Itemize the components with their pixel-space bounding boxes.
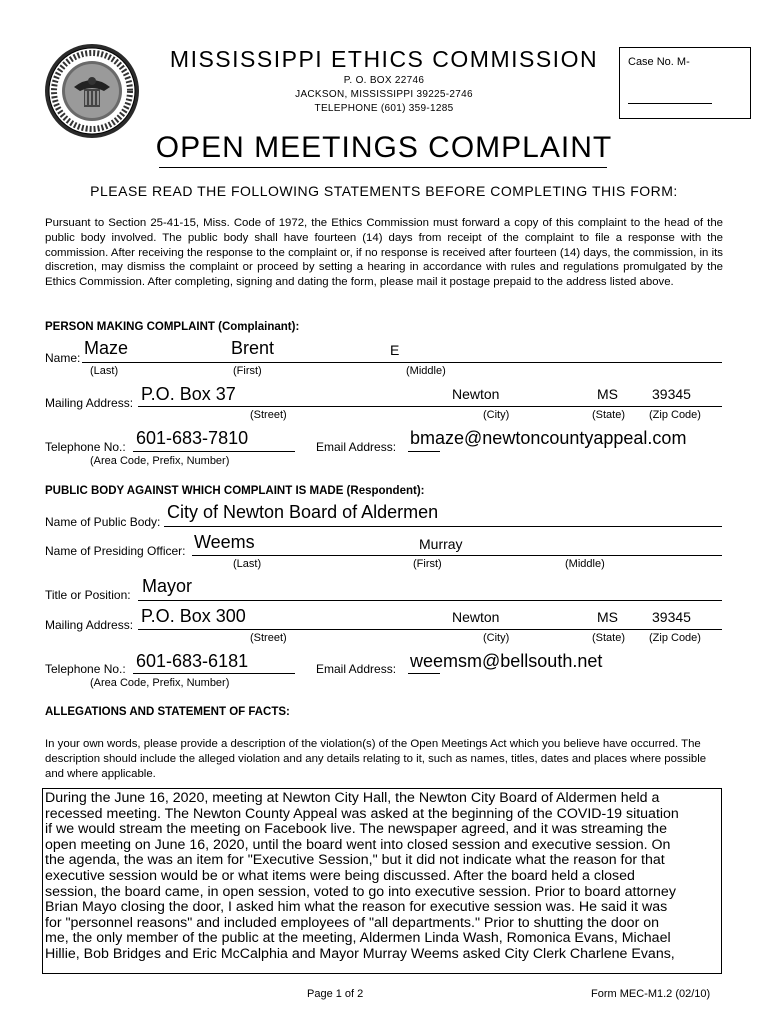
caption-resp-phone: (Area Code, Prefix, Number) — [90, 677, 230, 689]
title-position-line — [138, 600, 722, 601]
complainant-phone-label: Telephone No.: — [45, 440, 126, 454]
complainant-city[interactable]: Newton — [452, 386, 500, 402]
caption-resp-city: (City) — [483, 632, 510, 644]
case-number-label: Case No. M- — [628, 56, 690, 68]
page-number: Page 1 of 2 — [307, 988, 364, 1000]
public-body-line — [164, 526, 722, 527]
commission-address-2: JACKSON, MISSISSIPPI 39225-2746 — [295, 89, 473, 100]
officer-name-line — [192, 555, 722, 556]
caption-city: (City) — [483, 409, 510, 421]
caption-street: (Street) — [250, 409, 287, 421]
instruction-heading: PLEASE READ THE FOLLOWING STATEMENTS BEFORE COMPLETING THIS FORM: — [90, 183, 678, 199]
respondent-street[interactable]: P.O. Box 300 — [141, 606, 246, 626]
caption-resp-street: (Street) — [250, 632, 287, 644]
caption-phone: (Area Code, Prefix, Number) — [90, 455, 230, 467]
officer-last-name[interactable]: Weems — [194, 532, 255, 552]
respondent-email[interactable]: weemsm@bellsouth.net — [410, 651, 603, 671]
respondent-phone[interactable]: 601-683-6181 — [136, 651, 249, 671]
complainant-last-name[interactable]: Maze — [84, 338, 129, 358]
respondent-state[interactable]: MS — [597, 609, 618, 625]
intro-paragraph: Pursuant to Section 25-41-15, Miss. Code of 1972, the Ethics Commission must forward a copy of this complaint to the head of the public body involved. The public body shall have fourteen (14) days from receipt of the complaint to file a response with the commission. After receiving the response to the complaint or, if no response is received after fourteen (14) days, the commission, in its discretion, may dismiss the complaint or proceed by setting a hearing in accordance with rules and regulations promulgated by the Ethics Commission. After completing, signing and dating the form, please mail it postage prepaid to the address listed above. — [45, 217, 723, 289]
caption-officer-middle: (Middle) — [565, 558, 605, 570]
case-number-field[interactable] — [628, 103, 712, 104]
caption-zip: (Zip Code) — [649, 409, 701, 421]
officer-first-name[interactable]: Murray — [419, 536, 463, 552]
respondent-zip[interactable]: 39345 — [652, 609, 691, 625]
complainant-middle-name[interactable]: E — [390, 342, 400, 358]
complainant-mailing-label: Mailing Address: — [45, 396, 134, 410]
complainant-state[interactable]: MS — [597, 386, 618, 402]
caption-officer-last: (Last) — [233, 558, 262, 570]
title-underline — [159, 167, 607, 168]
allegations-heading: ALLEGATIONS AND STATEMENT OF FACTS: — [45, 706, 290, 718]
respondent-city[interactable]: Newton — [452, 609, 500, 625]
respondent-mailing-label: Mailing Address: — [45, 618, 134, 632]
complainant-name-label: Name: — [45, 351, 81, 365]
respondent-email-label: Email Address: — [316, 662, 397, 676]
presiding-officer-label: Name of Presiding Officer: — [45, 544, 186, 558]
respondent-address-line — [138, 629, 722, 630]
public-body-name[interactable]: City of Newton Board of Aldermen — [167, 502, 439, 522]
complainant-email-line — [408, 451, 440, 452]
form-number: Form MEC-M1.2 (02/10) — [591, 988, 711, 1000]
commission-name: MISSISSIPPI ETHICS COMMISSION — [169, 46, 599, 72]
complainant-email-label: Email Address: — [316, 440, 397, 454]
public-body-label: Name of Public Body: — [45, 515, 161, 529]
statement-text[interactable]: During the June 16, 2020, meeting at Newton City Hall, the Newton City Board of Aldermen held a recessed meeting. The Newton County Appeal was asked at the beginning of the COVID-19 situation if we would stream the meeting on Facebook live. The newspaper agreed, and it was streaming the open meeting on June 16, 2020, until the board went into closed session and executive session. On the agenda, the was an item for "Executive Session," but it did not indicate what the reason for that executive session would be or what items were being discussed. After the board held a closed session, the board came, in open session, voted to go into executive session. Prior to board attorney Brian Mayo closing the door, I asked him what the reason for executive session was. He said it was for "personnel reasons" and included employees of "all departments." Prior to shutting the door on me, the only member of the public at the meeting, Aldermen Linda Wash, Romonica Evans, Michael Hillie, Bob Bridges and Eric McCalphia and Mayor Murray Weems asked City Clerk Charlene Evans, — [45, 790, 679, 962]
respondent-phone-line — [133, 673, 295, 674]
respondent-phone-label: Telephone No.: — [45, 662, 126, 676]
complainant-phone-line — [133, 451, 295, 452]
officer-title[interactable]: Mayor — [142, 576, 193, 596]
respondent-email-line — [408, 673, 440, 674]
complainant-name-line — [82, 362, 722, 363]
complainant-address-line — [138, 406, 722, 407]
complainant-email[interactable]: bmaze@newtoncountyappeal.com — [410, 428, 687, 448]
caption-middle: (Middle) — [406, 365, 446, 377]
commission-phone: TELEPHONE (601) 359-1285 — [314, 103, 454, 114]
caption-resp-zip: (Zip Code) — [649, 632, 701, 644]
case-number-box — [619, 47, 751, 119]
title-position-label: Title or Position: — [45, 588, 131, 602]
caption-resp-state: (State) — [592, 632, 626, 644]
complainant-zip[interactable]: 39345 — [652, 386, 691, 402]
caption-officer-first: (First) — [413, 558, 442, 570]
commission-address-1: P. O. BOX 22746 — [343, 75, 425, 86]
complainant-heading: PERSON MAKING COMPLAINT (Complainant): — [45, 321, 300, 333]
caption-state: (State) — [592, 409, 626, 421]
complainant-street[interactable]: P.O. Box 37 — [141, 384, 236, 404]
caption-first: (First) — [233, 365, 262, 377]
respondent-heading: PUBLIC BODY AGAINST WHICH COMPLAINT IS MADE (Respondent): — [45, 485, 425, 497]
caption-last: (Last) — [90, 365, 119, 377]
complainant-phone[interactable]: 601-683-7810 — [136, 428, 249, 448]
allegations-instructions: In your own words, please provide a description of the violation(s) of the Open Meetings Act which you believe have occurred. The description should include the alleged violation and any details relating to it, such as names, titles, dates and places where possible and where applicable. — [45, 738, 707, 780]
complainant-first-name[interactable]: Brent — [231, 338, 275, 358]
form-title: OPEN MEETINGS COMPLAINT — [155, 131, 613, 164]
